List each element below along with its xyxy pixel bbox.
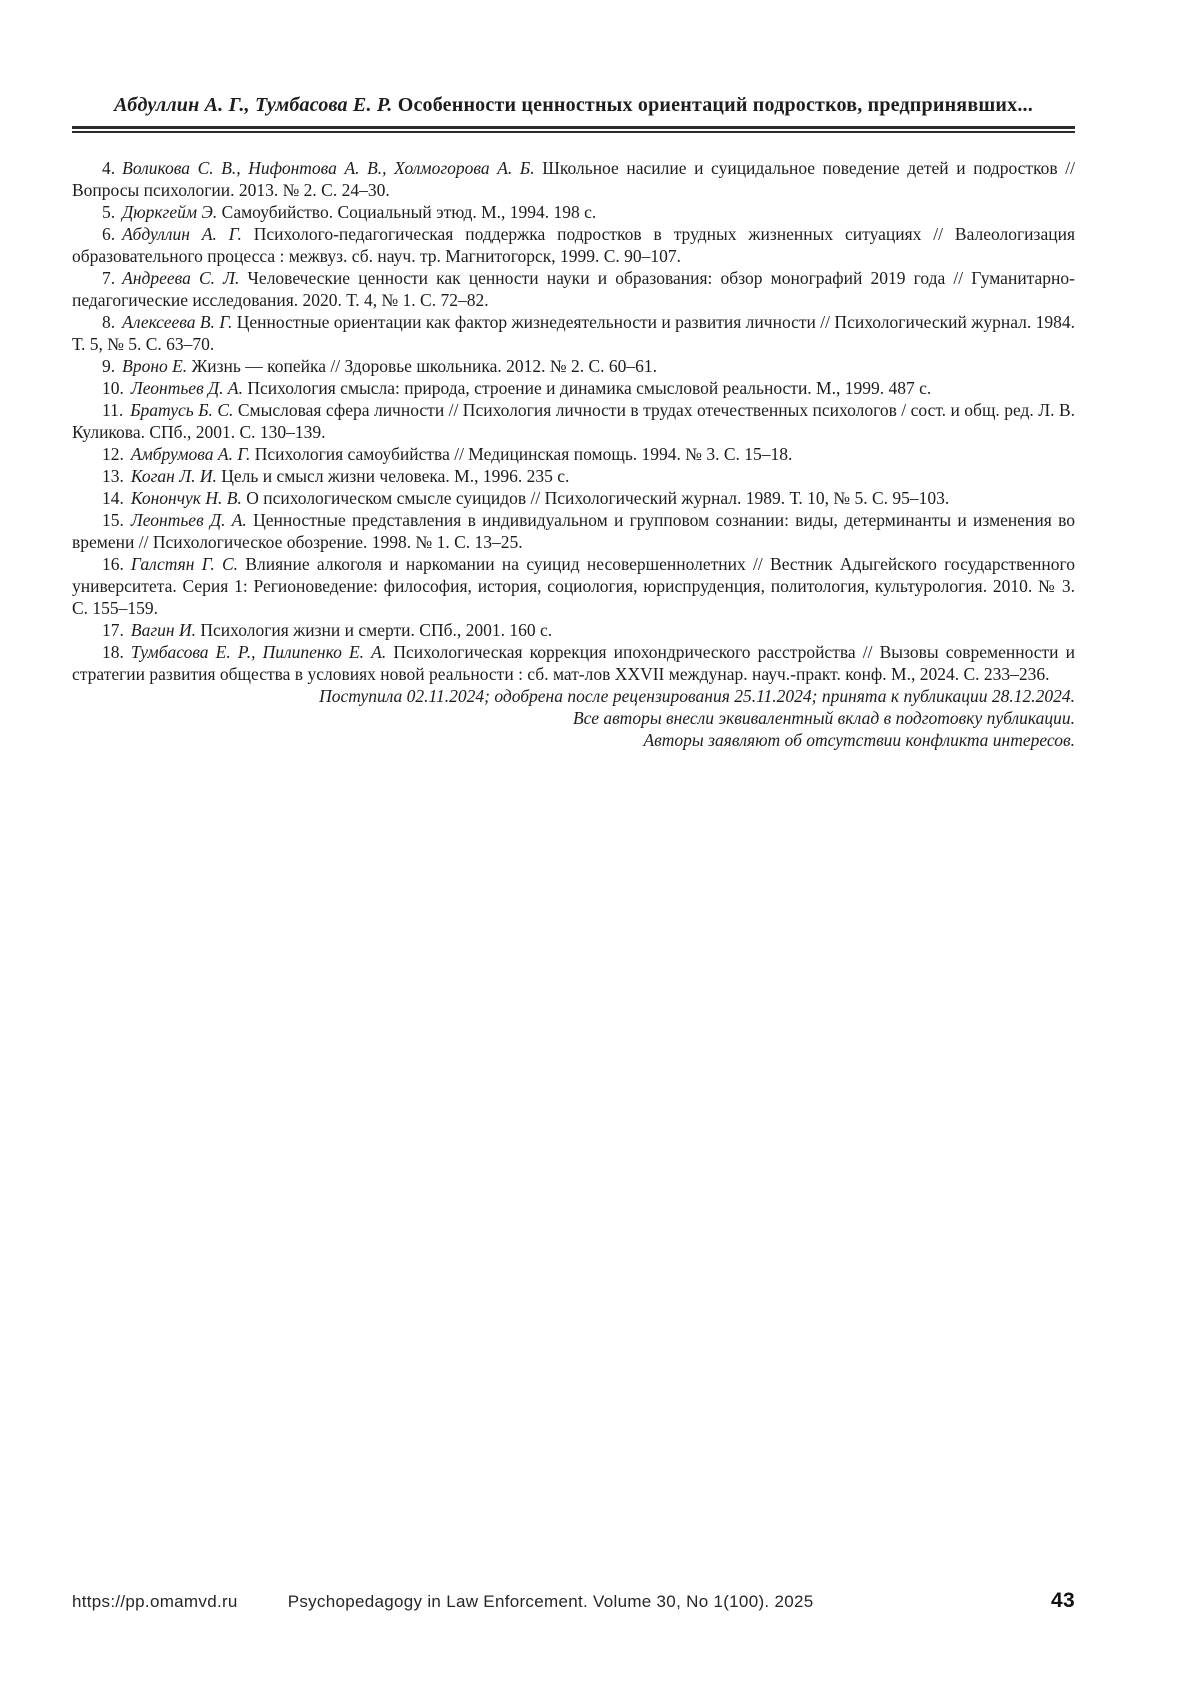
reference-number: 10. bbox=[102, 378, 124, 398]
reference-text: Ценностные ориентации как фактор жизнедеятельности и развития личности // Психологический журнал. 1984. Т. 5, № 5. С. 63–70. bbox=[72, 312, 1076, 354]
reference-item bbox=[72, 377, 1075, 399]
reference-item bbox=[72, 509, 1075, 553]
reference-text: Психология смысла: природа, строение и динамика смысловой реальности. М., 1999. 487 с. bbox=[247, 378, 932, 398]
reference-text: Человеческие ценности как ценности науки и образования: обзор монографий 2019 года // Гуманитарно-педагогические исследования. 2020. Т. 4, № 1. С. 72–82. bbox=[72, 268, 1076, 310]
reference-authors: Вроно Е. bbox=[122, 356, 188, 376]
reference-authors: Андреева С. Л. bbox=[122, 268, 240, 288]
reference-authors: Галстян Г. С. bbox=[130, 554, 239, 574]
reference-item bbox=[72, 157, 1075, 201]
reference-text: Цель и смысл жизни человека. М., 1996. 235 с. bbox=[221, 466, 570, 486]
reference-text: Школьное насилие и суицидальное поведение детей и подростков // Вопросы психологии. 2013. № 2. С. 24–30. bbox=[72, 158, 1076, 200]
header-authors: Абдуллин А. Г., Тумбасова Е. Р. bbox=[114, 94, 393, 116]
reference-authors: Абдуллин А. Г. bbox=[122, 224, 242, 244]
submission-dates: Поступила 02.11.2024; одобрена после рецензирования 25.11.2024; принята к публикации 28.12.2024. bbox=[319, 686, 1075, 706]
reference-authors: Конончук Н. В. bbox=[130, 488, 242, 508]
header-title: Особенности ценностных ориентаций подростков, предпринявших... bbox=[397, 94, 1033, 116]
reference-text: Влияние алкоголя и наркомании на суицид несовершеннолетних // Вестник Адыгейского государственного университета. Серия 1: Регионоведение: философия, история, социология, юриспруденция, политология, культурология. 2010. № 3. С. 155–159. bbox=[72, 554, 1075, 618]
page-footer bbox=[72, 1589, 1075, 1613]
submission-block bbox=[72, 685, 1075, 751]
reference-authors: Леонтьев Д. А. bbox=[130, 378, 243, 398]
reference-number: 9. bbox=[102, 356, 116, 376]
page-number: 43 bbox=[1051, 1589, 1075, 1612]
reference-text: Ценностные представления в индивидуальном и групповом сознании: виды, детерминанты и изменения во времени // Психологическое обозрение. 1998. № 1. С. 13–25. bbox=[72, 510, 1076, 552]
reference-text: Психология жизни и смерти. СПб., 2001. 160 с. bbox=[200, 620, 553, 640]
reference-number: 11. bbox=[102, 400, 124, 420]
header-rule bbox=[72, 126, 1075, 133]
reference-text: Самоубийство. Социальный этюд. М., 1994. 198 с. bbox=[221, 202, 597, 222]
reference-item bbox=[72, 399, 1075, 443]
reference-authors: Дюркгейм Э. bbox=[122, 202, 218, 222]
reference-item bbox=[72, 223, 1075, 267]
reference-item bbox=[72, 443, 1075, 465]
journal-url: https://pp.omamvd.ru bbox=[72, 1592, 238, 1611]
reference-item bbox=[72, 553, 1075, 619]
journal-volume-info: Psychopedagogy in Law Enforcement. Volume 30, No 1(100). 2025 bbox=[287, 1592, 814, 1611]
reference-number: 8. bbox=[102, 312, 116, 332]
reference-authors: Воликова С. В., Нифонтова А. В., Холмогорова А. Б. bbox=[122, 158, 535, 178]
reference-text: Психолого-педагогическая поддержка подростков в трудных жизненных ситуациях // Валеологизация образовательного процесса : межвуз. сб. науч. тр. Магнитогорск, 1999. С. 90–107. bbox=[72, 224, 1076, 266]
reference-text: Жизнь — копейка // Здоровье школьника. 2012. № 2. С. 60–61. bbox=[191, 356, 658, 376]
reference-number: 5. bbox=[102, 202, 116, 222]
reference-item bbox=[72, 267, 1075, 311]
references-list bbox=[72, 157, 1075, 751]
reference-text: Психология самоубийства // Медицинская помощь. 1994. № 3. С. 15–18. bbox=[254, 444, 793, 464]
reference-number: 7. bbox=[102, 268, 116, 288]
author-contribution-note: Все авторы внесли эквивалентный вклад в подготовку публикации. bbox=[572, 708, 1075, 728]
page-header bbox=[72, 92, 1075, 118]
reference-text: Психологическая коррекция ипохондрического расстройства // Вызовы современности и стратегии развития общества в условиях новой реальности : сб. мат-лов XXVII междунар. науч.-практ. конф. М., 2024. С. 233–236. bbox=[72, 642, 1076, 684]
reference-authors: Братусь Б. С. bbox=[130, 400, 234, 420]
reference-number: 14. bbox=[102, 488, 124, 508]
reference-item bbox=[72, 311, 1075, 355]
reference-number: 6. bbox=[102, 224, 116, 244]
header-rule-thin-line bbox=[72, 131, 1075, 133]
reference-number: 18. bbox=[102, 642, 124, 662]
reference-number: 15. bbox=[102, 510, 124, 530]
reference-authors: Вагин И. bbox=[130, 620, 196, 640]
reference-text: Смысловая сфера личности // Психология личности в трудах отечественных психологов / сост. и общ. ред. Л. В. Куликова. СПб., 2001. С. 130–139. bbox=[72, 400, 1075, 442]
reference-item bbox=[72, 355, 1075, 377]
reference-item bbox=[72, 487, 1075, 509]
reference-number: 16. bbox=[102, 554, 124, 574]
reference-number: 13. bbox=[102, 466, 124, 486]
reference-item bbox=[72, 201, 1075, 223]
reference-authors: Коган Л. И. bbox=[130, 466, 217, 486]
reference-item bbox=[72, 641, 1075, 685]
reference-number: 17. bbox=[102, 620, 124, 640]
reference-authors: Амбрумова А. Г. bbox=[130, 444, 251, 464]
reference-item bbox=[72, 619, 1075, 641]
conflict-of-interest-note: Авторы заявляют об отсутствии конфликта интересов. bbox=[643, 730, 1075, 750]
reference-number: 12. bbox=[102, 444, 124, 464]
reference-authors: Леонтьев Д. А. bbox=[130, 510, 247, 530]
reference-number: 4. bbox=[102, 158, 116, 178]
reference-authors: Тумбасова Е. Р., Пилипенко Е. А. bbox=[130, 642, 387, 662]
reference-text: О психологическом смысле суицидов // Психологический журнал. 1989. Т. 10, № 5. С. 95–103. bbox=[246, 488, 950, 508]
reference-item bbox=[72, 465, 1075, 487]
reference-authors: Алексеева В. Г. bbox=[122, 312, 233, 332]
